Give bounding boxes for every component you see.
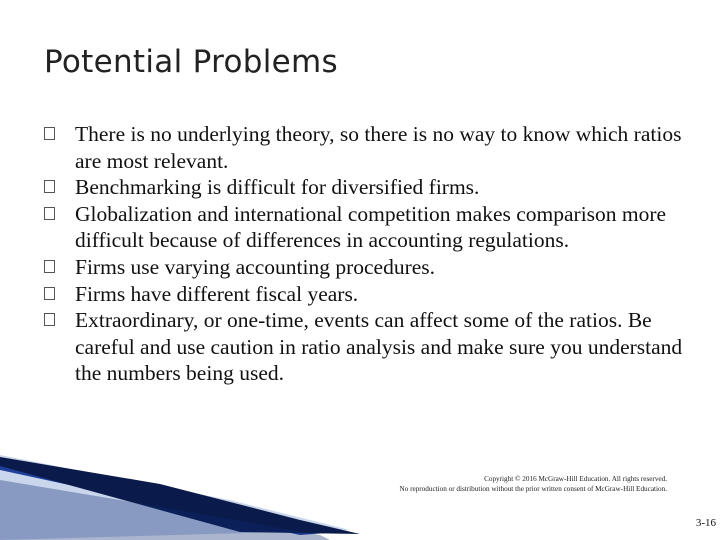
bullet-text: Globalization and international competition makes comparison more difficult because of differences in accounting regulations. (75, 201, 667, 253)
bullet-text: Extraordinary, or one-time, events can affect some of the ratios. Be careful and use caution in ratio analysis and make sure you understand the numbers being used. (75, 308, 683, 386)
bullet-text: Firms use varying accounting procedures. (75, 254, 436, 279)
copyright-line: Copyright © 2016 McGraw-Hill Education. All rights reserved. (484, 475, 667, 483)
copyright-notice (307, 474, 667, 494)
page-number: 3-16 (695, 517, 716, 529)
bullet-text: Benchmarking is difficult for diversified firms. (75, 175, 480, 200)
bullet-text: There is no underlying theory, so there is no way to know which ratios are most relevant. (75, 122, 682, 173)
bullet-text: Firms have different fiscal years. (75, 281, 359, 306)
reproduction-notice: No reproduction or distribution without the prior written consent of McGraw-Hill Education. (399, 485, 667, 493)
slide-title: Potential Problems (44, 44, 338, 80)
